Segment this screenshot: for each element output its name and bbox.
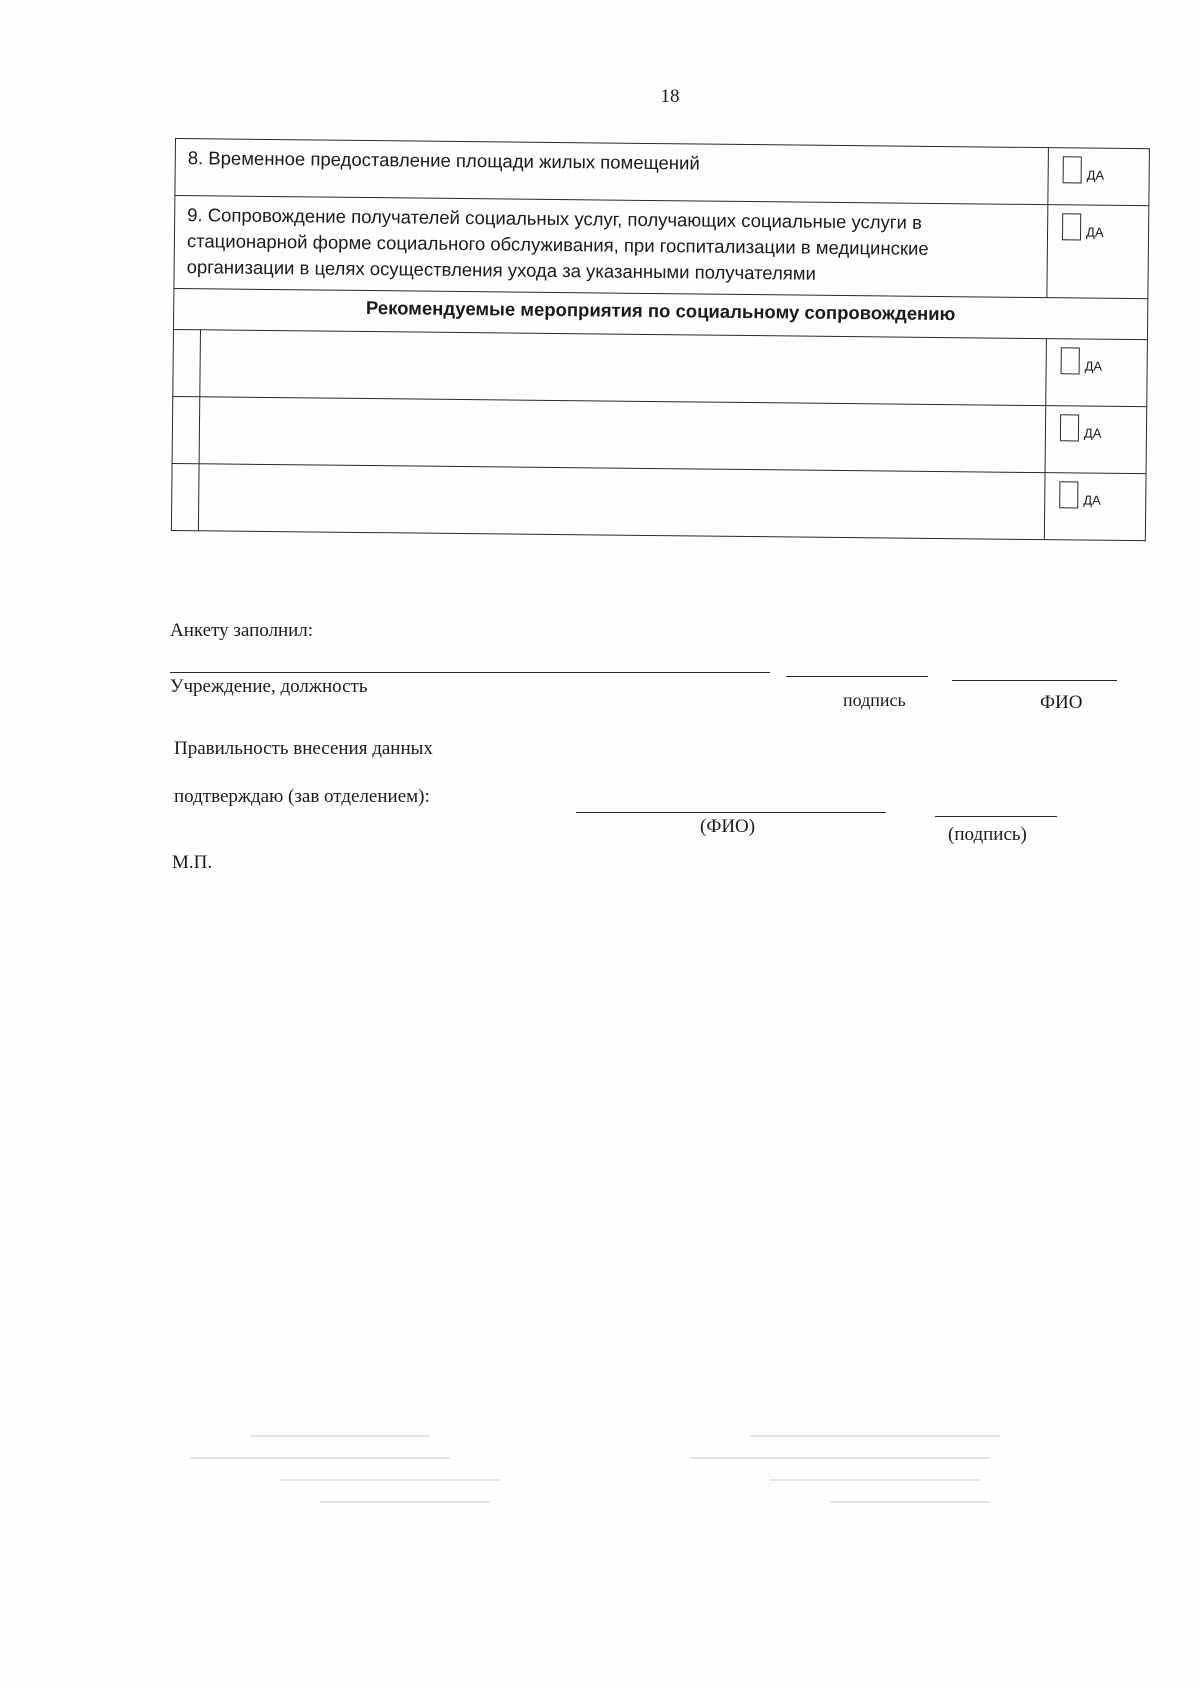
service-item-8-check-cell	[1048, 148, 1150, 206]
page-number: 18	[660, 86, 680, 107]
signature-line[interactable]	[786, 676, 928, 677]
blank-number-cell[interactable]	[173, 329, 201, 396]
full-name-line[interactable]	[952, 680, 1117, 681]
signature-label: подпись	[843, 690, 906, 710]
institution-position-line[interactable]	[170, 672, 770, 673]
services-table	[171, 138, 1150, 541]
blank-activity-cell[interactable]	[198, 464, 1045, 540]
blank-check-cell	[1046, 339, 1148, 407]
institution-position-label: Учреждение, должность	[170, 676, 368, 697]
checkbox-label: ДА	[1083, 425, 1102, 441]
service-item-9-text: 9. Сопровождение получателей социальных услуг, получающих социальные услуги в стационарной форме социального обслуживания, при госпитализации в медицинские организации в целях осуществления ухода за указанными получателями	[174, 196, 1048, 298]
table-row	[175, 139, 1150, 206]
correctness-line-1: Правильность внесения данных	[174, 738, 433, 759]
scan-bleed-through	[130, 1395, 1170, 1545]
filled-by-label: Анкету заполнил:	[170, 620, 314, 641]
head-signature-label: (подпись)	[948, 824, 1027, 845]
activity-1-checkbox[interactable]	[1061, 347, 1080, 374]
blank-activity-cell[interactable]	[200, 330, 1047, 406]
table-row	[171, 463, 1146, 540]
head-full-name-line[interactable]	[576, 812, 886, 813]
blank-number-cell[interactable]	[171, 463, 199, 530]
blank-activity-cell[interactable]	[199, 397, 1046, 473]
checkbox-label: ДА	[1083, 492, 1101, 508]
signature-section	[170, 620, 1130, 920]
service-item-8-checkbox[interactable]	[1063, 156, 1082, 183]
blank-number-cell[interactable]	[172, 396, 200, 463]
blank-check-cell	[1044, 473, 1146, 541]
service-item-8-text: 8. Временное предоставление площади жилых помещений	[175, 139, 1049, 205]
activity-3-checkbox[interactable]	[1059, 481, 1078, 508]
correctness-line-2: подтверждаю (зав отделением):	[174, 786, 430, 807]
head-signature-line[interactable]	[935, 816, 1057, 817]
activity-2-checkbox[interactable]	[1060, 414, 1079, 441]
table-row	[174, 196, 1149, 299]
checkbox-label: ДА	[1084, 358, 1103, 374]
stamp-place-label: М.П.	[172, 852, 213, 873]
full-name-label: ФИО	[1040, 692, 1083, 713]
head-full-name-label: (ФИО)	[700, 816, 756, 837]
service-item-9-checkbox[interactable]	[1062, 213, 1081, 240]
blank-check-cell	[1045, 406, 1147, 474]
checkbox-label: ДА	[1085, 224, 1104, 240]
checkbox-label: ДА	[1086, 167, 1105, 183]
section-header: Рекомендуемые мероприятия по социальному сопровождению	[173, 288, 1147, 339]
table-row	[172, 396, 1147, 473]
table-row	[173, 329, 1148, 406]
service-item-9-check-cell	[1047, 205, 1149, 299]
